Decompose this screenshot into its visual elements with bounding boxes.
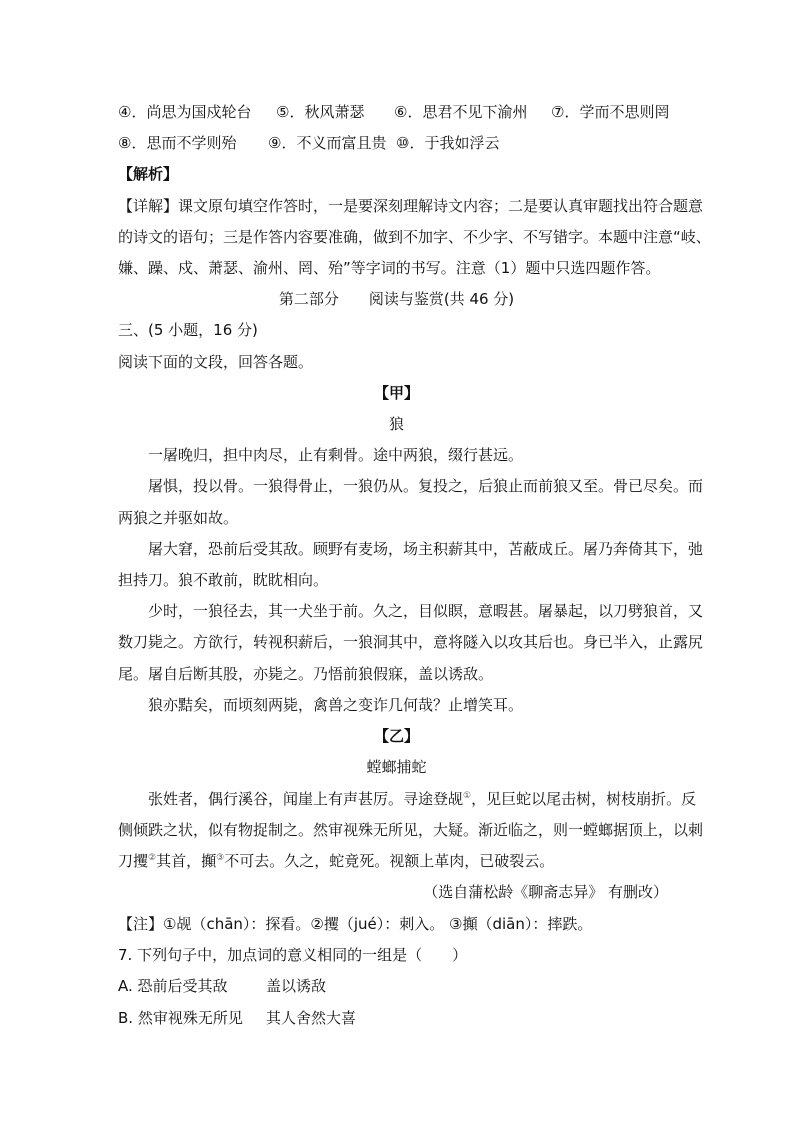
- yi-paragraph-line-3: [118, 851, 554, 871]
- passage-jia-tag: 【甲】: [373, 384, 419, 402]
- answer-4: ④．尚思为国戍轮台: [118, 103, 252, 121]
- jia-paragraph-3-line-1: 屠大窘，恐前后受其敌。顾野有麦场，场主积薪其中，苫蔽成丘。屠乃奔倚其下，弛: [148, 540, 704, 558]
- detail-line-1: 【详解】课文原句填空作答时，一是要深刻理解诗文内容；二是要认真审题找出符合题意: [118, 197, 704, 215]
- footnote: 【注】①觇（chān）：探看。②攫（jué）：刺入。 ③攧（diān）：摔跌。: [118, 915, 593, 933]
- yi-source: （选自蒲松龄《聊斋志异》 有删改）: [423, 883, 668, 901]
- jia-paragraph-3-line-2: 担持刀。狼不敢前，眈眈相向。: [118, 571, 329, 589]
- answer-8: ⑧．思而不学则殆: [118, 134, 237, 152]
- jia-paragraph-5: 狼亦黠矣，而顷刻两毙，禽兽之变诈几何哉？止增笑耳。: [148, 696, 524, 714]
- yi-text: 刀攫: [118, 852, 149, 870]
- answers-row-1: [118, 102, 669, 122]
- section-heading: 三、(5 小题，16 分): [118, 321, 258, 339]
- jia-paragraph-4-line-3: 尾。屠自后断其股，亦毙之。乃悟前狼假寐，盖以诱敌。: [118, 665, 494, 683]
- footnote-marker-2: ②: [148, 853, 157, 863]
- answer-7: ⑦．学而不思则罔: [551, 103, 670, 121]
- yi-paragraph-line-1: [148, 789, 696, 809]
- instruction: 阅读下面的文段，回答各题。: [118, 353, 314, 371]
- option-a-left: A. 恐前后受其敌: [118, 977, 228, 995]
- answer-6: ⑥．思君不见下渝州: [394, 103, 528, 121]
- question-stem: 7. 下列句子中，加点词的意义相同的一组是（ ）: [118, 946, 468, 964]
- option-b: [118, 1008, 356, 1028]
- yi-text: 张姓者，偶行溪谷，闻崖上有声甚厉。寻途登觇: [148, 790, 464, 808]
- passage-yi-title: 螳螂捕蛇: [366, 758, 427, 776]
- option-b-left: B. 然审视殊无所见: [118, 1009, 243, 1027]
- option-a: [118, 976, 326, 996]
- footnote-marker-3: ③: [216, 853, 225, 863]
- passage-jia-title: 狼: [388, 415, 404, 433]
- jia-paragraph-2-line-1: 屠惧，投以骨。一狼得骨止，一狼仍从。复投之，后狼止而前狼又至。骨已尽矣。而: [148, 477, 704, 495]
- answers-row-2: [118, 133, 499, 153]
- jia-paragraph-4-line-2: 数刀毙之。方欲行，转视积薪后，一狼洞其中，意将隧入以攻其后也。身已半入，止露尻: [118, 633, 704, 651]
- yi-text: 不可去。久之，蛇竟死。视额上革肉，已破裂云。: [224, 852, 555, 870]
- answer-9: ⑨．不义而富且贵: [268, 134, 387, 152]
- yi-paragraph-line-2: 侧倾跌之状，似有物捉制之。然审视殊无所见，大疑。渐近临之，则一螳螂据顶上，以刺: [118, 821, 704, 839]
- yi-text: ，见巨蛇以尾击树，树枝崩折。反: [471, 790, 697, 808]
- answer-5: ⑤．秋风萧瑟: [276, 103, 365, 121]
- part-title: 第二部分 阅读与鉴赏(共 46 分): [278, 290, 515, 308]
- detail-line-3: 嫌、躁、戍、萧瑟、渝州、罔、殆”等字词的书写。注意（1）题中只选四题作答。: [118, 259, 661, 277]
- passage-yi-tag: 【乙】: [373, 727, 419, 745]
- footnote-marker-1: ①: [463, 791, 472, 801]
- option-a-right: 盖以诱敌: [266, 977, 327, 995]
- jia-paragraph-1: 一屠晚归，担中肉尽，止有剩骨。途中两狼，缀行甚远。: [148, 446, 524, 464]
- yi-text: 其首，攧: [156, 852, 217, 870]
- detail-line-2: 的诗文的语句；三是作答内容要准确，做到不加字、不少字、不写错字。本题中注意“岐、: [118, 228, 711, 246]
- jia-paragraph-2-line-2: 两狼之并驱如故。: [118, 509, 239, 527]
- jia-paragraph-4-line-1: 少时，一狼径去，其一犬坐于前。久之，目似瞑，意暇甚。屠暴起，以刀劈狼首，又: [148, 602, 704, 620]
- analysis-label: 【解析】: [118, 165, 179, 183]
- answer-10: ⑩．于我如浮云: [396, 134, 500, 152]
- option-b-right: 其人舍然大喜: [266, 1009, 357, 1027]
